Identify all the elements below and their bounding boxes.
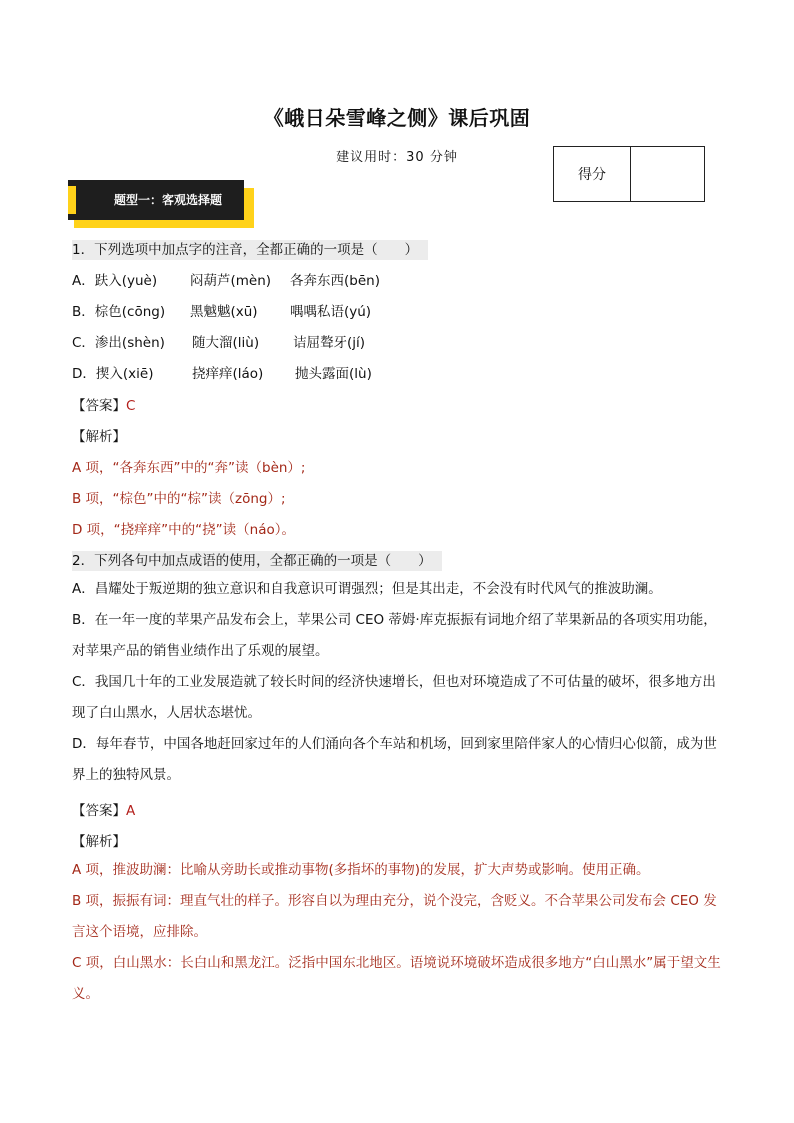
- q1-option-c-2: 随大溜(liù): [192, 335, 260, 351]
- q2-analysis-b: B 项，振振有词：理直气壮的样子。形容自以为理由充分，说个没完，含贬义。不合苹果公司发布会 CEO 发言这个语境，应排除。: [72, 893, 717, 940]
- answer-value: A: [126, 803, 136, 819]
- q1-option-d-2: 挠痒痒(láo): [192, 366, 264, 382]
- q1-option-b-2: 黑魆魆(xū): [190, 304, 258, 320]
- score-box: [553, 146, 705, 202]
- q1-option-b-1: B．棕色(cōng): [72, 304, 166, 320]
- q1-option-d-1: D．揳入(xiē): [72, 366, 154, 382]
- answer-label: 【答案】: [72, 398, 126, 414]
- q1-option-d: [72, 362, 372, 382]
- suggested-time: 建议用时：30 分钟: [336, 150, 458, 165]
- q1-option-c: [72, 331, 365, 351]
- q2-option-b: B．在一年一度的苹果产品发布会上，苹果公司 CEO 蒂姆·库克振振有词地介绍了苹果新品的各项实用功能，对苹果产品的销售业绩作出了乐观的展望。: [72, 612, 717, 659]
- section-label: 题型一：客观选择题: [114, 193, 223, 207]
- q1-option-b: [72, 300, 371, 320]
- q1-option-d-3: 抛头露面(lù): [295, 366, 372, 382]
- score-label: 得分: [554, 147, 631, 201]
- q1-option-c-1: C．渗出(shèn): [72, 335, 165, 351]
- section-badge: [68, 180, 254, 228]
- q1-option-a: [72, 269, 380, 289]
- question-2-text: 2．下列各句中加点成语的使用，全都正确的一项是（ ）: [72, 551, 442, 571]
- q2-analysis-c: C 项，白山黑水：长白山和黑龙江。泛指中国东北地区。语境说环境破坏造成很多地方“白山黑水”属于望文生义。: [72, 955, 721, 1002]
- q2-analysis-a: A 项，推波助澜：比喻从旁助长或推动事物(多指坏的事物)的发展，扩大声势或影响。使用正确。: [72, 862, 650, 878]
- question-1-text: 1．下列选项中加点字的注音，全都正确的一项是（ ）: [72, 240, 428, 260]
- answer-label: 【答案】: [72, 803, 126, 819]
- q1-option-a-1: A．趺入(yuè): [72, 273, 158, 289]
- q1-answer: [72, 394, 135, 414]
- q2-option-d: D．每年春节，中国各地赶回家过年的人们涌向各个车站和机场，回到家里陪伴家人的心情归心似箭，成为世界上的独特风景。: [72, 736, 717, 783]
- q2-option-a: A．昌耀处于叛逆期的独立意识和自我意识可谓强烈；但是其出走，不会没有时代风气的推波助澜。: [72, 581, 662, 597]
- q1-option-a-2: 闷葫芦(mèn): [190, 273, 272, 289]
- q1-analysis-label: 【解析】: [72, 429, 126, 445]
- badge-notch: [68, 186, 76, 214]
- q1-analysis-b: B 项，“棕色”中的“棕”读（zōng）;: [72, 491, 286, 507]
- q1-option-b-3: 喁喁私语(yú): [290, 304, 372, 320]
- q1-option-c-3: 诘屈聱牙(jí): [293, 335, 366, 351]
- q1-analysis-a: A 项，“各奔东西”中的“奔”读（bèn）;: [72, 460, 306, 476]
- question-1-stem: [72, 238, 428, 258]
- q1-analysis-d: D 项，“挠痒痒”中的“挠”读（náo）。: [72, 522, 296, 538]
- answer-value: C: [126, 398, 136, 414]
- q2-option-c: C．我国几十年的工业发展造就了较长时间的经济快速增长，但也对环境造成了不可估量的破坏，很多地方出现了白山黑水，人居状态堪忧。: [72, 674, 716, 721]
- question-2-stem: [72, 549, 442, 569]
- q2-analysis-label: 【解析】: [72, 834, 126, 850]
- page-title: 《峨日朵雪峰之侧》课后巩固: [263, 106, 531, 130]
- score-value-cell: [631, 147, 704, 201]
- q2-answer: [72, 799, 135, 819]
- q1-option-a-3: 各奔东西(bēn): [290, 273, 380, 289]
